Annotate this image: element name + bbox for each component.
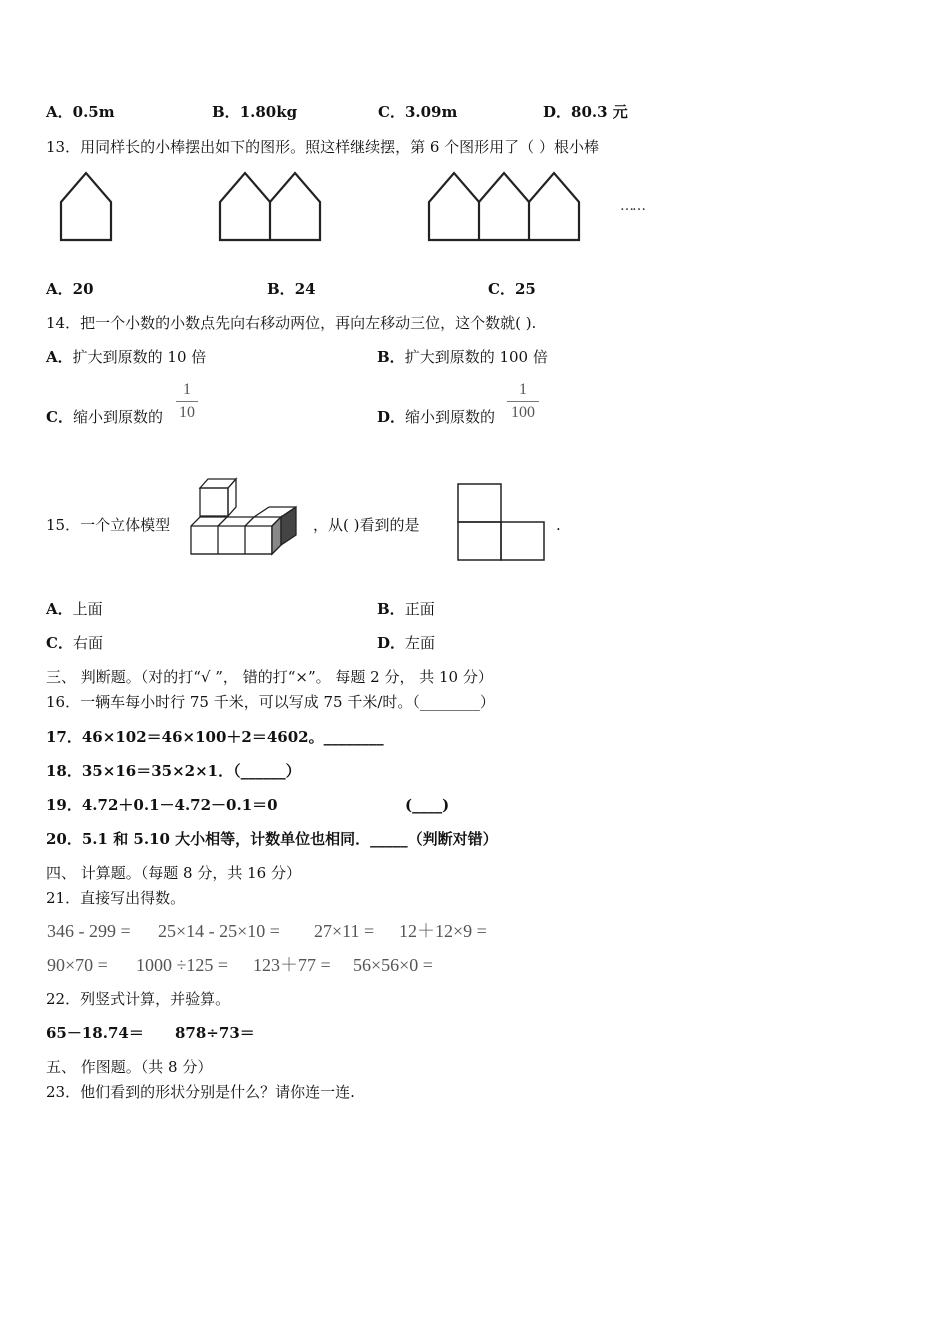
q19-blank: (____) [405, 796, 450, 814]
q18: 18．35×16＝35×2×1．（______） [46, 762, 301, 780]
q15-option-b: B．正面 [377, 600, 435, 618]
q15-stem-c: . [556, 516, 561, 534]
q16: 16．一辆车每小时行 75 千米，可以写成 75 千米/时。（________） [46, 693, 495, 711]
q21-stem: 21．直接写出得数。 [46, 889, 186, 907]
q13-option-b: B．24 [267, 280, 316, 298]
cube-model-figure [188, 476, 300, 558]
ellipsis: …… [620, 198, 644, 214]
q22-stem: 22．列竖式计算，并验算。 [46, 990, 231, 1008]
q14-option-b: B．扩大到原数的 100 倍 [377, 348, 548, 366]
view-shape-figure [457, 483, 547, 563]
fraction-one-hundredth: 1 100 [507, 381, 539, 422]
q15-option-a: A．上面 [46, 600, 103, 618]
q12-option-b: B．1.80kg [212, 103, 298, 121]
q23-stem: 23．他们看到的形状分别是什么？请你连一连. [46, 1083, 355, 1101]
q13-option-a: A．20 [46, 280, 94, 298]
q21-expr-1: 346 - 299 = [47, 921, 131, 941]
house-figure-3 [426, 170, 582, 244]
q14-option-c: C．缩小到原数的 [46, 408, 163, 426]
house-figure-1 [58, 170, 114, 244]
q14-stem: 14．把一个小数的小数点先向右移动两位，再向左移动三位，这个数就( ). [46, 314, 537, 332]
q12-option-d: D．80.3 元 [543, 103, 628, 121]
q15-option-c: C．右面 [46, 634, 103, 652]
q21-expr-6: 1000 ÷125 = [136, 955, 229, 975]
q14-option-d: D．缩小到原数的 [377, 408, 496, 426]
house-figure-2 [217, 170, 323, 244]
q22-expr-1: 65－18.74＝ [46, 1024, 144, 1042]
q22-expr-2: 878÷73＝ [175, 1024, 255, 1042]
q14-option-a: A．扩大到原数的 10 倍 [46, 348, 207, 366]
q15-stem-b: ，从( )看到的是 [313, 516, 420, 534]
section4-title: 四、 计算题。（每题 8 分，共 16 分） [46, 864, 301, 882]
q15-stem-a: 15．一个立体模型 [46, 516, 171, 534]
section5-title: 五、 作图题。（共 8 分） [46, 1058, 213, 1076]
q21-expr-5: 90×70 = [47, 955, 108, 975]
q12-option-a: A．0.5m [46, 103, 115, 121]
q17: 17．46×102＝46×100＋2＝4602。________ [46, 728, 384, 746]
q21-expr-4: 12＋12×9 = [399, 921, 487, 941]
q13-stem: 13．用同样长的小棒摆出如下的图形。照这样继续摆，第 6 个图形用了（ ）根小棒 [46, 138, 599, 156]
q21-expr-3: 27×11 = [314, 921, 375, 941]
q21-expr-2: 25×14 - 25×10 = [158, 921, 280, 941]
q19: 19．4.72＋0.1－4.72－0.1＝0 [46, 796, 278, 814]
fraction-one-tenth: 1 10 [176, 381, 198, 422]
q21-expr-7: 123＋77 = [253, 955, 331, 975]
q21-expr-8: 56×56×0 = [353, 955, 433, 975]
section3-title: 三、 判断题。（对的打“√ ”， 错的打“×”。 每题 2 分， 共 10 分） [46, 668, 493, 686]
q12-option-c: C．3.09m [378, 103, 458, 121]
q13-option-c: C．25 [488, 280, 536, 298]
q15-option-d: D．左面 [377, 634, 436, 652]
q20: 20．5.1 和 5.10 大小相等，计数单位也相同．_____（判断对错） [46, 830, 498, 848]
